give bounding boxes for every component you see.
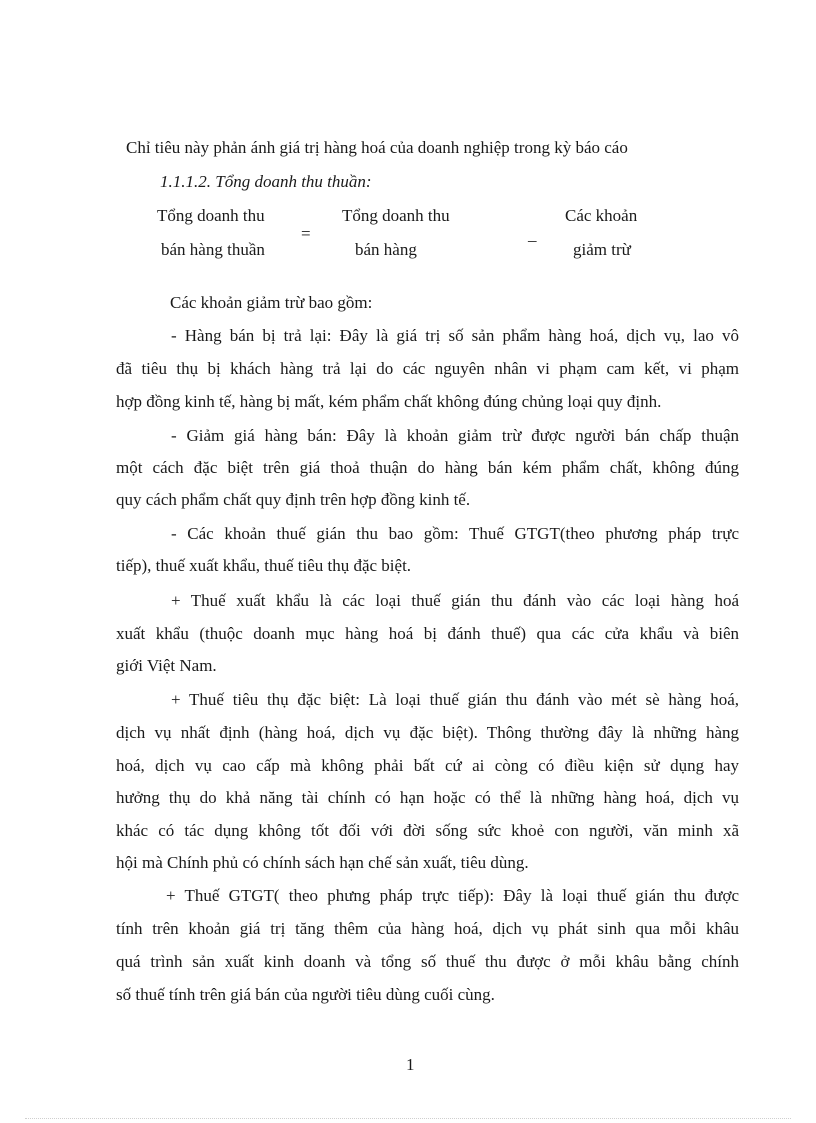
paragraph-1-line-1: - Hàng bán bị trả lại: Đây là giá trị số sản phẩm hàng hoá, dịch vụ, lao vô xyxy=(171,326,739,345)
paragraph-1-line-2: đã tiêu thụ bị khách hàng trả lại do các nguyên nhân vi phạm cam kết, vi phạm xyxy=(116,359,739,378)
formula-equals: = xyxy=(301,224,311,243)
page-number: 1 xyxy=(406,1055,415,1074)
formula-lhs-line2: bán hàng thuần xyxy=(161,240,265,259)
paragraph-1-line-3: hợp đồng kinh tế, hàng bị mất, kém phẩm chất không đúng chủng loại quy định. xyxy=(116,392,662,411)
paragraph-5-line-4: hưởng thụ do khả năng tài chính có hạn hoặc có thể là những hàng hoá, dịch vụ xyxy=(116,788,739,807)
deductions-intro: Các khoản giảm trừ bao gồm: xyxy=(170,293,373,312)
formula-term1-line1: Tổng doanh thu xyxy=(342,206,450,225)
paragraph-2-line-1: - Giảm giá hàng bán: Đây là khoản giảm trừ được người bán chấp thuận xyxy=(171,426,739,445)
formula-lhs-line1: Tổng doanh thu xyxy=(157,206,265,225)
paragraph-3-line-2: tiếp), thuế xuất khẩu, thuế tiêu thụ đặc biệt. xyxy=(116,556,412,575)
paragraph-6-line-1: + Thuế GTGT( theo phưng pháp trực tiếp): Đây là loại thuế gián thu được xyxy=(166,886,739,905)
paragraph-5-line-6: hội mà Chính phủ có chính sách hạn chế sản xuất, tiêu dùng. xyxy=(116,853,529,872)
paragraph-4-line-2: xuất khẩu (thuộc doanh mục hàng hoá bị đánh thuế) qua các cửa khẩu và biên xyxy=(116,624,739,643)
paragraph-6-line-4: số thuế tính trên giá bán của người tiêu dùng cuối cùng. xyxy=(116,985,495,1004)
paragraph-5-line-3: hoá, dịch vụ cao cấp mà không phải bất cứ ai còng có điều kiện sử dụng hay xyxy=(116,756,739,775)
paragraph-5-line-1: + Thuế tiêu thụ đặc biệt: Là loại thuế gián thu đánh vào mét sè hàng hoá, xyxy=(171,690,739,709)
paragraph-3-line-1: - Các khoản thuế gián thu bao gồm: Thuế GTGT(theo phương pháp trực xyxy=(171,524,739,543)
page-bottom-rule xyxy=(25,1118,791,1119)
formula-term2-line1: Các khoản xyxy=(565,206,638,225)
formula-term2-line2: giảm trừ xyxy=(573,240,631,259)
section-heading: 1.1.1.2. Tổng doanh thu thuần: xyxy=(160,172,372,191)
formula-minus: _ xyxy=(528,225,537,244)
paragraph-5-line-2: dịch vụ nhất định (hàng hoá, dịch vụ đặc biệt). Thông thường đây là những hàng xyxy=(116,723,739,742)
paragraph-5-line-5: khác có tác dụng không tốt đối với đời sống sức khoẻ con người, văn minh xã xyxy=(116,821,739,840)
formula-term1-line2: bán hàng xyxy=(355,240,417,259)
paragraph-2-line-3: quy cách phẩm chất quy định trên hợp đồng kinh tế. xyxy=(116,490,471,509)
paragraph-4-line-1: + Thuế xuất khẩu là các loại thuế gián thu đánh vào các loại hàng hoá xyxy=(171,591,739,610)
paragraph-4-line-3: giới Việt Nam. xyxy=(116,656,217,675)
paragraph-6-line-2: tính trên khoản giá trị tăng thêm của hàng hoá, dịch vụ phát sinh qua mỗi khâu xyxy=(116,919,739,938)
paragraph-6-line-3: quá trình sản xuất kinh doanh và tổng số thuế thu được ở mỗi khâu bằng chính xyxy=(116,952,739,971)
paragraph-2-line-2: một cách đặc biệt trên giá thoả thuận do hàng bán kém phẩm chất, không đúng xyxy=(116,458,739,477)
intro-line: Chỉ tiêu này phản ánh giá trị hàng hoá của doanh nghiệp trong kỳ báo cáo xyxy=(126,138,628,157)
